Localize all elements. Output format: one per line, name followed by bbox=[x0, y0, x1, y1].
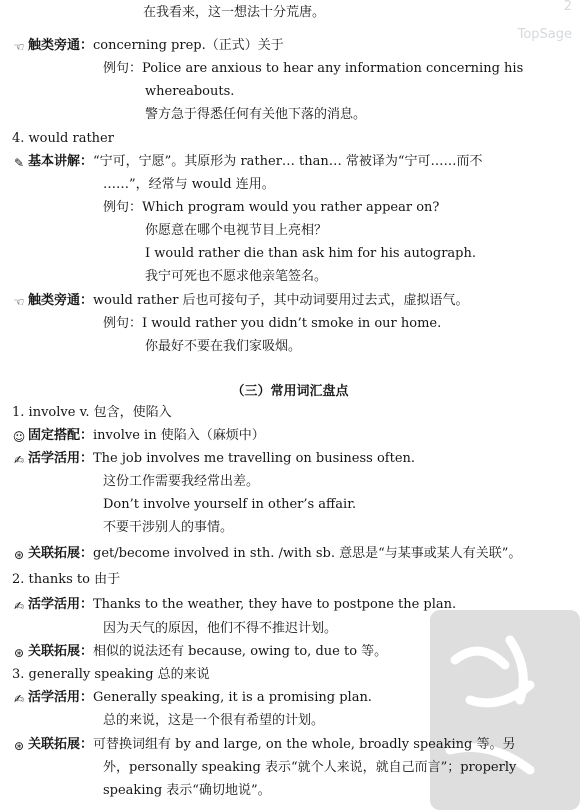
example-translation: 因为天气的原因，他们不得不推迟计划。 bbox=[103, 621, 338, 636]
pen-icon: ✍ bbox=[13, 692, 25, 706]
section-related bbox=[12, 737, 516, 753]
section-label: 活学活用： bbox=[28, 690, 94, 705]
section-text: concerning prep.（正式）关于 bbox=[93, 38, 284, 53]
example-line bbox=[103, 316, 441, 332]
section-text: The job involves me travelling on business often. bbox=[93, 451, 416, 466]
example-translation: 警方急于得悉任何有关他下落的消息。 bbox=[145, 107, 367, 122]
section-text: 可替换词组有 by and large, on the whole, broadly speaking 等。另 bbox=[93, 737, 516, 752]
section-label: 关联拓展： bbox=[28, 737, 94, 752]
section-text: Thanks to the weather, they have to postpone the plan. bbox=[93, 597, 457, 612]
example-line bbox=[103, 61, 523, 77]
link-icon: ⊛ bbox=[13, 548, 25, 562]
pen-icon: ✍ bbox=[13, 599, 25, 613]
section-heading: （三）常用词汇盘点 bbox=[231, 384, 349, 399]
example-translation: 你愿意在哪个电视节目上亮相？ bbox=[145, 223, 328, 238]
example-translation: 这份工作需要我经常出差。 bbox=[103, 474, 260, 489]
section-related bbox=[12, 546, 521, 562]
example-label: 例句： bbox=[103, 200, 143, 215]
example-translation: 我宁可死也不愿求他亲笔签名。 bbox=[145, 269, 328, 284]
vocab-heading: 1. involve v. 包含，使陷入 bbox=[12, 405, 172, 420]
example-line: I would rather die than ask him for his autograph. bbox=[145, 246, 476, 261]
example-line: Don’t involve yourself in other’s affair. bbox=[103, 497, 357, 512]
pen-icon: ✍ bbox=[13, 453, 25, 467]
example-translation: 不要干涉别人的事情。 bbox=[103, 520, 234, 535]
section-basic bbox=[12, 154, 483, 170]
watermark-brand: TopSage bbox=[517, 27, 572, 42]
section-text: Generally speaking, it is a promising plan. bbox=[93, 690, 372, 705]
example-line: whereabouts. bbox=[145, 84, 235, 99]
example-text: I would rather you didn’t smoke in our home. bbox=[142, 316, 442, 331]
phrase-heading: 4. would rather bbox=[12, 131, 114, 146]
bulb-icon: ✎ bbox=[13, 156, 25, 170]
text-line: 在我看来，这一想法十分荒唐。 bbox=[143, 5, 326, 20]
section-label: 触类旁通： bbox=[28, 38, 94, 53]
section-label: 固定搭配： bbox=[28, 428, 94, 443]
section-label: 活学活用： bbox=[28, 451, 94, 466]
pointing-hand-icon: ☜ bbox=[13, 295, 25, 309]
section-text: involve in 使陷入（麻烦中） bbox=[93, 428, 265, 443]
section-text-cont: speaking 表示“确切地说”。 bbox=[103, 783, 271, 798]
section-text-cont: ……”，经常与 would 连用。 bbox=[103, 177, 275, 192]
example-text: Which program would you rather appear on? bbox=[142, 200, 440, 215]
watermark-page-number: 2 bbox=[563, 0, 572, 14]
section-text-cont: 外，personally speaking 表示“就个人来说，就自己而言”；properly bbox=[103, 760, 517, 775]
example-text: Police are anxious to hear any information concerning his bbox=[142, 61, 524, 76]
section-fixed bbox=[12, 428, 265, 444]
link-icon: ⊛ bbox=[13, 646, 25, 660]
smiley-icon: ☺ bbox=[12, 430, 26, 444]
section-label: 关联拓展： bbox=[28, 546, 94, 561]
example-label: 例句： bbox=[103, 61, 143, 76]
watermark bbox=[518, 0, 572, 42]
section-label: 活学活用： bbox=[28, 597, 94, 612]
section-label: 触类旁通： bbox=[28, 293, 94, 308]
seal-watermark-image bbox=[410, 600, 580, 810]
link-icon: ⊛ bbox=[13, 739, 25, 753]
section-related bbox=[12, 644, 387, 660]
section-usage bbox=[12, 451, 415, 467]
example-label: 例句： bbox=[103, 316, 143, 331]
vocab-heading: 2. thanks to 由于 bbox=[12, 572, 121, 587]
example-translation: 总的来说，这是一个很有希望的计划。 bbox=[103, 713, 325, 728]
section-text: 相似的说法还有 because, owing to, due to 等。 bbox=[93, 644, 388, 659]
section-label: 基本讲解： bbox=[28, 154, 94, 169]
example-line bbox=[103, 200, 439, 216]
pointing-hand-icon: ☜ bbox=[13, 40, 25, 54]
section-text: “宁可，宁愿”。其原形为 rather… than… 常被译为“宁可……而不 bbox=[93, 154, 483, 169]
section-text: would rather 后也可接句子，其中动词要用过去式，虚拟语气。 bbox=[93, 293, 469, 308]
section-usage bbox=[12, 597, 456, 613]
section-usage bbox=[12, 690, 372, 706]
section-extension bbox=[12, 38, 284, 54]
section-text: get/become involved in sth. /with sb. 意思是“与某事或某人有关联”。 bbox=[93, 546, 522, 561]
section-label: 关联拓展： bbox=[28, 644, 94, 659]
vocab-heading: 3. generally speaking 总的来说 bbox=[12, 667, 210, 682]
section-extension bbox=[12, 293, 469, 309]
example-translation: 你最好不要在我们家吸烟。 bbox=[145, 339, 302, 354]
